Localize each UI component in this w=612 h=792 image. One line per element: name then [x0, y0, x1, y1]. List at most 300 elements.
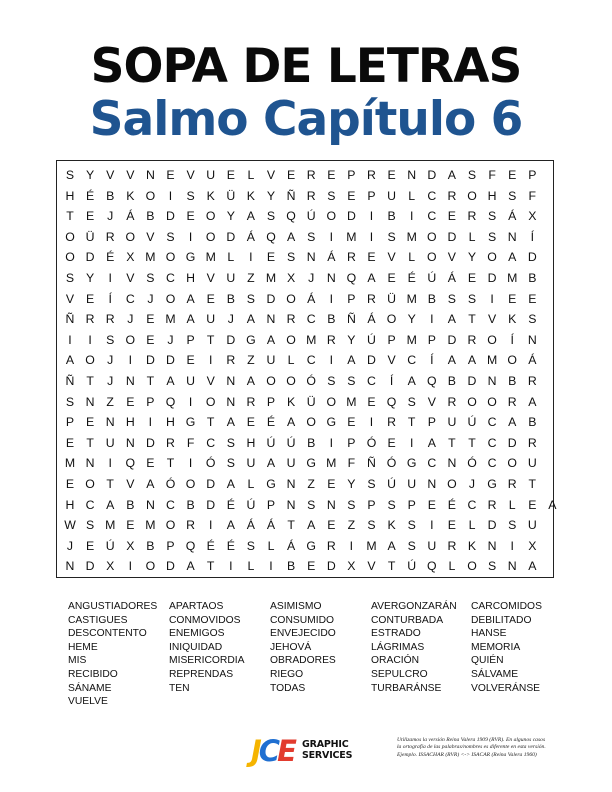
grid-letter: O [205, 229, 216, 244]
grid-letter: O [306, 415, 316, 430]
grid-letter: Ü [85, 229, 95, 244]
grid-letter: X [126, 538, 135, 553]
grid-letter: E [387, 435, 396, 450]
grid-letter: U [527, 518, 537, 533]
grid-letter: D [507, 435, 517, 450]
grid-letter: S [508, 518, 517, 533]
grid-letter: O [165, 518, 176, 533]
grid-letter: S [367, 477, 376, 491]
grid-letter: I [208, 518, 213, 533]
grid-letter: I [168, 188, 173, 203]
grid-letter: O [467, 394, 477, 409]
grid-letter: I [108, 271, 112, 285]
grid-letter: S [85, 518, 95, 533]
grid-letter: S [407, 394, 416, 409]
grid-letter: Á [447, 271, 456, 285]
grid-letter: J [308, 271, 315, 285]
grid-letter: J [107, 209, 114, 224]
grid-letter: S [246, 538, 255, 553]
grid-letter: C [407, 353, 417, 368]
grid-letter: O [467, 559, 477, 574]
grid-letter: Y [266, 188, 276, 203]
grid-letter: Á [246, 229, 255, 244]
word-item: VOLVERÁNSE [471, 682, 541, 694]
grid-letter: Q [266, 229, 276, 244]
grid-letter: T [387, 559, 396, 574]
grid-letter: M [105, 518, 116, 533]
grid-letter: S [146, 271, 155, 285]
grid-letter: F [347, 456, 356, 471]
word-item: AVERGONZARÁN [371, 601, 457, 612]
grid-letter: Z [247, 353, 255, 368]
grid-letter: S [246, 291, 255, 306]
grid-letter: Ó [306, 374, 316, 388]
word-item: QUIÉN [471, 655, 504, 667]
grid-letter: I [68, 332, 72, 347]
grid-letter: R [105, 229, 115, 244]
grid-letter: C [487, 415, 497, 430]
grid-letter: N [125, 435, 135, 450]
word-item: CONSUMIDO [270, 614, 335, 626]
grid-letter: I [88, 332, 92, 347]
grid-letter: B [528, 415, 537, 430]
grid-letter: L [227, 250, 235, 265]
word-item: RIEGO [270, 669, 304, 680]
grid-letter: V [387, 353, 396, 368]
word-item: MEMORIA [471, 641, 521, 653]
grid-letter: U [226, 271, 236, 285]
grid-letter: H [65, 497, 75, 512]
grid-letter: Ó [386, 456, 397, 471]
grid-letter: M [406, 229, 417, 244]
grid-letter: Z [106, 394, 114, 409]
grid-letter: T [206, 559, 215, 574]
grid-letter: M [265, 271, 277, 285]
grid-letter: E [427, 497, 436, 512]
grid-letter: T [407, 415, 416, 430]
grid-letter: M [406, 332, 417, 347]
grid-letter: I [329, 291, 333, 306]
grid-letter: Ú [246, 497, 256, 512]
grid-letter: C [166, 497, 175, 512]
grid-letter: R [367, 168, 376, 182]
grid-letter: L [408, 188, 416, 203]
grid-letter: D [145, 435, 155, 450]
grid-letter: J [468, 477, 476, 491]
grid-letter: A [528, 394, 537, 409]
grid-letter: S [65, 168, 75, 182]
grid-letter: L [448, 559, 456, 574]
grid-letter: H [166, 415, 175, 430]
grid-letter: X [106, 559, 115, 574]
grid-letter: J [107, 374, 114, 388]
grid-letter: Á [286, 538, 296, 553]
grid-letter: O [125, 229, 136, 244]
grid-letter: M [205, 250, 216, 265]
grid-letter: K [246, 188, 255, 203]
grid-letter: O [326, 394, 337, 409]
grid-letter: N [306, 250, 316, 265]
grid-letter: V [367, 559, 376, 574]
grid-letter: I [229, 559, 233, 574]
grid-letter: É [447, 497, 456, 512]
word-item: INIQUIDAD [169, 641, 223, 653]
grid-letter: A [427, 435, 436, 450]
grid-letter: N [507, 229, 517, 244]
grid-letter: P [367, 188, 376, 203]
grid-letter: C [206, 435, 216, 450]
grid-letter: Í [108, 291, 112, 306]
grid-letter: S [186, 188, 195, 203]
word-item: DEBILITADO [471, 614, 532, 626]
grid-letter: C [166, 271, 175, 285]
word-item: MISERICORDIA [169, 655, 245, 667]
grid-letter: O [286, 374, 296, 388]
grid-letter: D [145, 353, 155, 368]
grid-letter: N [105, 415, 115, 430]
grid-letter: G [326, 415, 337, 430]
grid-letter: E [387, 168, 396, 182]
note-line-2: la ortografía de las palabras/nombres es diferente en esta versión. [397, 744, 546, 751]
grid-letter: U [266, 353, 276, 368]
grid-letter: O [165, 291, 176, 306]
word-item: SÁNAME [68, 682, 112, 694]
grid-letter: R [527, 374, 537, 388]
word-item: APARTAOS [169, 601, 224, 612]
grid-letter: O [386, 312, 397, 327]
grid-letter: G [246, 332, 256, 347]
grid-letter: T [528, 477, 537, 491]
grid-letter: X [528, 538, 537, 553]
grid-letter: Á [367, 312, 376, 327]
grid-letter: B [146, 209, 155, 224]
grid-letter: K [126, 188, 135, 203]
word-item: CONMOVIDOS [169, 614, 241, 626]
grid-letter: T [206, 332, 215, 347]
grid-letter: Y [407, 312, 416, 327]
grid-letter: S [508, 188, 517, 203]
grid-letter: D [346, 209, 356, 224]
grid-letter: X [528, 209, 537, 224]
grid-letter: R [507, 477, 517, 491]
grid-letter: J [227, 312, 234, 327]
grid-letter: N [507, 559, 517, 574]
grid-letter: Ü [387, 291, 397, 306]
grid-letter: K [508, 312, 517, 327]
grid-letter: F [186, 435, 195, 450]
grid-letter: O [65, 250, 75, 265]
grid-letter: A [246, 209, 255, 224]
grid-letter: S [487, 209, 497, 224]
grid-letter: I [490, 291, 494, 306]
grid-letter: I [369, 229, 374, 244]
grid-letter: T [146, 374, 155, 388]
grid-letter: R [507, 394, 517, 409]
grid-letter: S [407, 538, 416, 553]
note-line-1: Utilizamos la versión Reina Valera 1909 (RVR). En algunos casos [397, 737, 546, 743]
grid-letter: T [448, 435, 456, 450]
grid-letter: R [367, 291, 376, 306]
grid-letter: B [427, 291, 436, 306]
grid-letter: D [447, 229, 457, 244]
grid-letter: I [188, 456, 193, 471]
grid-letter: I [430, 312, 434, 327]
grid-letter: I [128, 559, 132, 574]
grid-letter: S [266, 209, 276, 224]
grid-letter: K [387, 518, 396, 533]
grid-letter: E [367, 394, 376, 409]
grid-letter: U [407, 477, 417, 491]
grid-letter: F [528, 188, 537, 203]
grid-letter: E [65, 477, 75, 491]
grid-letter: Q [185, 538, 196, 553]
grid-letter: M [507, 271, 518, 285]
grid-letter: Á [508, 209, 517, 224]
grid-letter: B [106, 188, 115, 203]
grid-letter: I [249, 250, 253, 265]
grid-letter: C [467, 497, 477, 512]
grid-letter: L [468, 518, 476, 533]
grid-letter: S [65, 394, 75, 409]
word-item: REPRENDAS [169, 669, 234, 680]
grid-letter: S [166, 229, 175, 244]
grid-letter: L [247, 559, 255, 574]
grid-letter: N [326, 497, 336, 512]
grid-letter: D [85, 559, 95, 574]
grid-letter: Í [430, 353, 434, 368]
grid-letter: D [85, 250, 95, 265]
grid-letter: X [286, 271, 296, 285]
grid-letter: P [347, 291, 356, 306]
grid-letter: D [487, 518, 497, 533]
grid-letter: G [406, 456, 417, 471]
grid-letter: Ú [286, 435, 296, 450]
grid-letter: U [246, 456, 256, 471]
word-item: MIS [68, 655, 87, 667]
grid-letter: N [65, 559, 75, 574]
grid-letter: O [286, 291, 296, 306]
grid-letter: Á [528, 353, 537, 368]
grid-letter: Ñ [346, 312, 356, 327]
grid-letter: A [307, 518, 316, 533]
grid-letter: E [166, 168, 175, 182]
grid-letter: M [326, 456, 337, 471]
grid-letter: L [247, 477, 255, 491]
grid-letter: Í [510, 332, 514, 347]
grid-letter: R [85, 312, 95, 327]
grid-letter: A [186, 312, 195, 327]
grid-letter: V [387, 250, 396, 265]
grid-letter: Ú [105, 538, 115, 553]
grid-letter: Q [125, 456, 136, 471]
grid-letter: U [527, 456, 537, 471]
grid-letter: O [85, 477, 95, 491]
grid-letter: A [226, 477, 235, 491]
grid-letter: P [407, 497, 416, 512]
grid-letter: E [307, 559, 316, 574]
grid-letter: R [306, 188, 316, 203]
grid-letter: U [427, 538, 437, 553]
grid-letter: D [226, 229, 236, 244]
grid-letter: W [64, 518, 76, 533]
grid-letter: S [226, 435, 235, 450]
grid-letter: L [247, 168, 255, 182]
logo-letter-c: C [258, 734, 278, 768]
grid-letter: E [226, 168, 235, 182]
grid-letter: B [447, 374, 456, 388]
grid-letter: E [266, 250, 276, 265]
grid-letter: S [286, 250, 296, 265]
grid-letter: H [246, 435, 256, 450]
word-item: ENVEJECIDO [270, 628, 336, 640]
grid-letter: I [510, 538, 514, 553]
grid-letter: D [367, 353, 376, 368]
grid-letter: T [106, 477, 114, 491]
grid-letter: T [166, 456, 175, 471]
grid-letter: A [508, 250, 517, 265]
word-list [68, 600, 568, 710]
grid-letter: A [65, 353, 75, 368]
grid-letter: C [487, 456, 497, 471]
grid-letter: D [166, 559, 175, 574]
grid-letter: P [367, 497, 376, 512]
grid-letter: G [266, 477, 276, 491]
grid-letter: U [447, 415, 457, 430]
grid-letter: E [508, 168, 517, 182]
grid-letter: Y [226, 209, 235, 224]
grid-letter: M [366, 538, 377, 553]
grid-letter: Ñ [65, 374, 75, 388]
grid-letter: T [468, 312, 476, 327]
grid-letter: O [427, 250, 437, 265]
word-item: ANGUSTIADORES [68, 601, 158, 612]
grid-letter: M [64, 456, 76, 471]
grid-letter: Q [427, 374, 437, 388]
word-item: SÁLVAME [471, 669, 519, 680]
word-item: HEME [68, 641, 98, 653]
grid-letter: L [408, 250, 416, 265]
word-item: RECIBIDO [68, 669, 118, 680]
grid-letter: S [347, 497, 356, 512]
grid-letter: E [528, 291, 537, 306]
grid-letter: P [347, 435, 356, 450]
jce-logo-mark [251, 734, 301, 768]
grid-letter: M [145, 518, 156, 533]
grid-letter: O [205, 209, 216, 224]
jce-logo [251, 734, 363, 768]
grid-letter: T [287, 518, 295, 533]
grid-letter: I [430, 518, 434, 533]
grid-letter: A [246, 312, 255, 327]
grid-letter: B [286, 559, 296, 574]
grid-letter: E [65, 435, 75, 450]
grid-letter: D [487, 271, 497, 285]
grid-letter: I [409, 435, 414, 450]
word-item: HANSE [471, 628, 507, 640]
word-item: SEPULCRO [371, 669, 428, 680]
grid-letter: Ú [427, 271, 437, 285]
grid-letter: H [65, 188, 75, 203]
grid-letter: K [467, 538, 477, 553]
grid-letter: O [487, 332, 497, 347]
grid-letter: N [85, 394, 95, 409]
grid-letter: Z [247, 271, 255, 285]
grid-letter: O [185, 477, 196, 491]
grid-letter: A [166, 374, 175, 388]
grid-letter: Ú [367, 332, 376, 347]
word-item: TEN [169, 682, 190, 694]
grid-letter: L [508, 497, 516, 512]
grid-letter: S [467, 291, 477, 306]
grid-letter: S [407, 518, 416, 533]
grid-letter: L [287, 353, 295, 368]
grid-letter: I [329, 435, 333, 450]
grid-letter: T [66, 209, 74, 224]
grid-letter: H [125, 415, 135, 430]
letter-grid [56, 160, 557, 578]
note-line-3: Ejemplo. ISSACHAR (RVR) <-> ISACAR (Reina Valera 1960) [397, 751, 537, 758]
grid-letter: E [85, 291, 95, 306]
grid-letter: R [246, 394, 256, 409]
grid-letter: A [286, 415, 296, 430]
grid-letter: N [487, 374, 497, 388]
grid-letter: É [226, 538, 235, 553]
grid-letter: M [406, 291, 417, 306]
grid-letter: O [125, 332, 136, 347]
grid-letter: A [447, 353, 456, 368]
grid-letter: E [146, 456, 155, 471]
grid-letter: O [507, 353, 517, 368]
grid-letter: V [206, 374, 215, 388]
grid-letter: V [146, 229, 155, 244]
grid-letter: X [347, 559, 356, 574]
grid-letter: Á [327, 250, 336, 265]
grid-letter: U [206, 168, 216, 182]
grid-letter: I [128, 353, 132, 368]
grid-letter: N [286, 477, 296, 491]
grid-letter: A [266, 456, 276, 471]
grid-letter: V [487, 312, 497, 327]
grid-letter: B [186, 497, 195, 512]
grid-letter: O [447, 477, 457, 491]
grid-letter: Ü [226, 188, 236, 203]
grid-letter: A [246, 374, 255, 388]
grid-letter: S [327, 374, 336, 388]
grid-letter: N [145, 168, 155, 182]
grid-letter: A [186, 559, 195, 574]
grid-letter: Z [307, 477, 315, 491]
grid-letter: E [327, 168, 336, 182]
grid-letter: V [65, 291, 75, 306]
grid-letter: E [467, 271, 477, 285]
grid-letter: S [367, 518, 376, 533]
grid-letter: O [467, 188, 477, 203]
grid-letter: V [126, 168, 135, 182]
grid-letter: L [468, 229, 476, 244]
grid-letter: P [347, 168, 356, 182]
word-item: CASTIGUES [68, 614, 128, 626]
grid-letter: E [447, 209, 456, 224]
grid-letter: Á [266, 518, 276, 533]
grid-letter: V [427, 394, 436, 409]
grid-letter: U [387, 188, 397, 203]
grid-letter: I [349, 538, 354, 553]
grid-letter: Ó [205, 456, 216, 471]
grid-letter: P [266, 497, 276, 512]
grid-letter: E [508, 291, 517, 306]
grid-letter: B [528, 271, 537, 285]
grid-letter: J [167, 332, 174, 347]
